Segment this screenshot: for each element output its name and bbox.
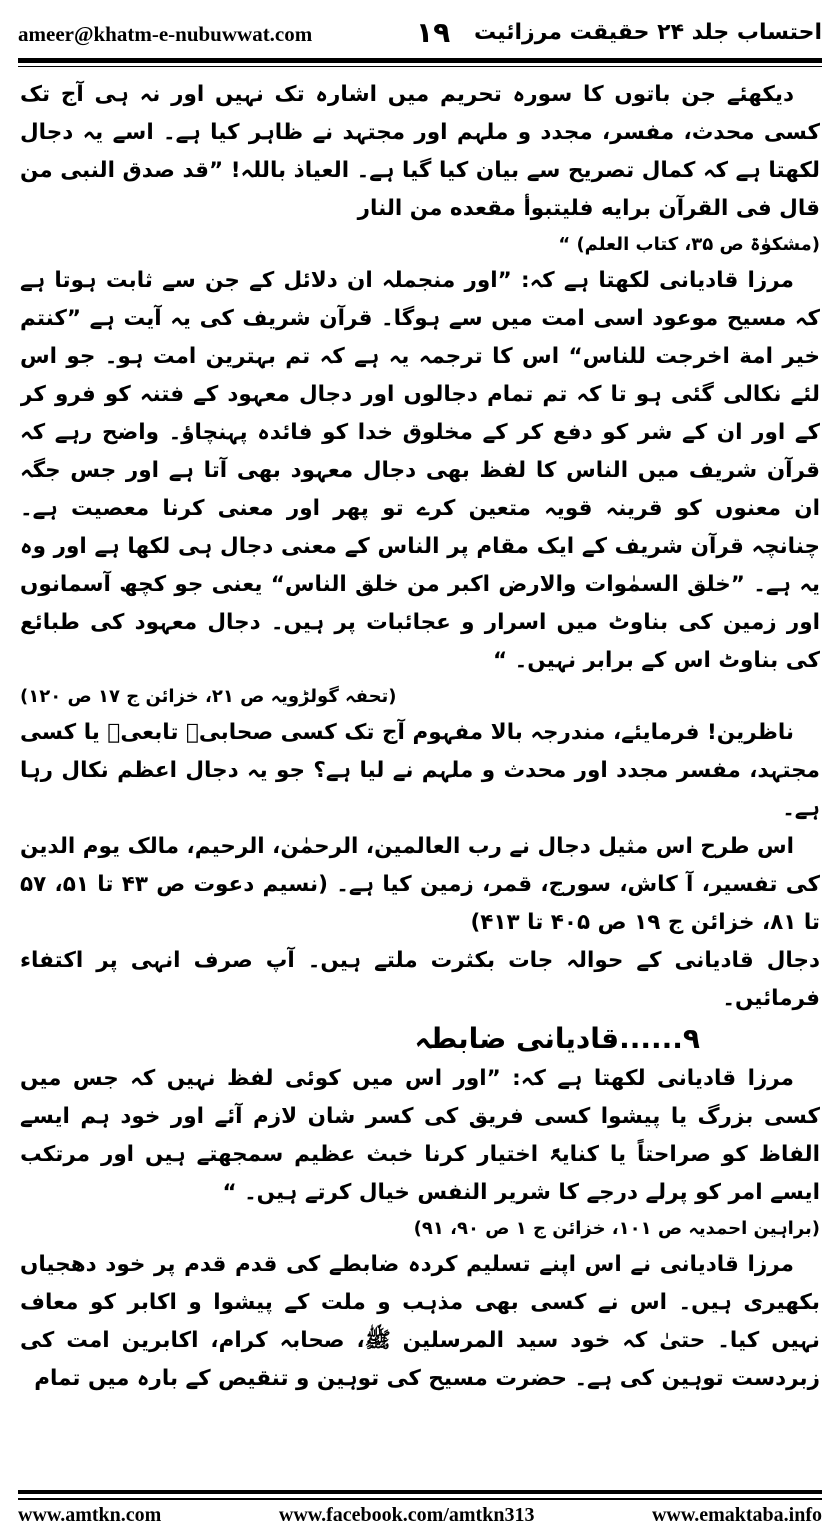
paragraph: دیکھئے جن باتوں کا سورہ تحریم میں اشارہ تک نہیں اور نہ ہی آج تک کسی محدث، مفسر، مجدد و ملہم اور مجتہد نے ظاہر کیا ہے۔ اسے یہ دجال لکھتا ہے کہ کمال تصریح سے بیان کیا گیا ہے۔ العیاذ باللہ! ”قد صدق النبی من قال فی القرآن برایه فلیتبوأ مقعده من النار xyxy=(20,82,820,221)
paragraph: دجال قادیانی کے حوالہ جات بکثرت ملتے ہیں۔ آپ صرف انہی پر اکتفاء فرمائیں۔ xyxy=(20,948,820,1011)
header-rule-thin xyxy=(18,66,822,67)
running-title: احتساب جلد ۲۴ حقیقت مرزائیت xyxy=(473,20,822,45)
footer-link-amtkn[interactable]: www.amtkn.com xyxy=(18,1504,162,1526)
paragraph: ناظرین! فرمایئے، مندرجہ بالا مفہوم آج تک کسی صحابیؓ تابعیؒ یا کسی مجتہد، مفسر مجدد اور محدث و ملہم نے لیا ہے؟ جو یہ دجال اعظم نکال رہا ہے۔ xyxy=(20,720,820,821)
citation: (مشکوٰۃ ص ۳۵، کتاب العلم) “ xyxy=(558,234,820,255)
paragraph: مرزا قادیانی لکھتا ہے کہ: ”اور اس میں کوئی لفظ نہیں کہ جس میں کسی بزرگ یا پیشوا کسی فریق کی کسر شان لازم آئے اور خود ہم ایسے الفاظ کو صراحتاً یا کنایۃً اختیار کرنا خبث عظیم سمجھتے ہیں اور مرتکب ایسے امر کو پرلے درجے کا شریر النفس خیال کرتے ہیں۔ “ xyxy=(20,1066,820,1205)
paragraph: مرزا قادیانی نے اس اپنے تسلیم کردہ ضابطے کی قدم قدم پر خود دھجیاں بکھیری ہیں۔ اس نے کسی بھی مذہب و ملت کے پیشوا و اکابر کو معاف نہیں کیا۔ حتیٰ کہ خود سید المرسلین ﷺ، صحابہ کرام، اکابرین امت کی زبردست توہین کی ہے۔ حضرت مسیح کی توہین و تنقیص کے بارہ میں تمام xyxy=(20,1252,820,1391)
citation: (تحفہ گولڑویہ ص ۲۱، خزائن ج ۱۷ ص ۱۲۰) xyxy=(20,686,397,707)
page-footer xyxy=(18,1504,822,1534)
footer-link-facebook[interactable]: www.facebook.com/amtkn313 xyxy=(278,1504,535,1526)
footer-link-emaktaba[interactable]: www.emaktaba.info xyxy=(651,1504,822,1526)
footer-rule-thick xyxy=(18,1490,822,1494)
page-body xyxy=(20,76,820,1482)
paragraph: اس طرح اس مثیل دجال نے رب العالمین، الرحمٰن، الرحیم، مالک یوم الدین کی تفسیر، آ کاش، سورج، قمر، زمین کیا ہے۔ (نسیم دعوت ص ۴۳ تا ۵۱، ۵۷ تا ۸۱، خزائن ج ۱۹ ص ۴۰۵ تا ۴۱۳) xyxy=(20,834,820,935)
paragraph: مرزا قادیانی لکھتا ہے کہ: ”اور منجملہ ان دلائل کے جن سے ثابت ہوتا ہے کہ مسیح موعود اسی امت میں سے ہوگا۔ قرآن شریف کی یہ آیت ہے ”کنتم خیر امة اخرجت للناس“ اس کا ترجمہ یہ ہے کہ تم بہترین امت ہو۔ جو اس لئے نکالی گئی ہو تا کہ تم تمام دجالوں اور دجال معہود کے فتنہ کو فرو کر کے اور ان کے شر کو دفع کر کے مخلوق خدا کو فائدہ پہنچاؤ۔ واضح رہے کہ قرآن شریف میں الناس کا لفظ بھی دجال معہود بھی آتا ہے اور جس جگہ ان معنوں کو قرینہ قویہ متعین کرے تو پھر اور معنی کرنا معصیت ہے۔ چنانچہ قرآن شریف کے ایک مقام پر الناس کے معنی دجال ہی لکھا ہے اور وہ یہ ہے۔ ”خلق السمٰوات والارض اکبر من خلق الناس“ یعنی جو کچھ آسمانوں اور زمین کی بناوٹ میں اسرار و عجائبات پر ہیں۔ دجال معہود کی طبائع کی بناوٹ اس کے برابر نہیں۔ “ xyxy=(20,268,820,673)
header-rule-thick xyxy=(18,58,822,63)
header-email[interactable]: ameer@khatm-e-nubuwwat.com xyxy=(18,22,313,46)
section-heading: ۹......قادیانی ضابطہ xyxy=(414,1022,700,1055)
citation: (براہین احمدیہ ص ۱۰۱، خزائن ج ۱ ص ۹۰، ۹۱) xyxy=(413,1218,820,1239)
page-number: ۱۹ xyxy=(416,16,451,49)
footer-rule-thin xyxy=(18,1498,822,1500)
